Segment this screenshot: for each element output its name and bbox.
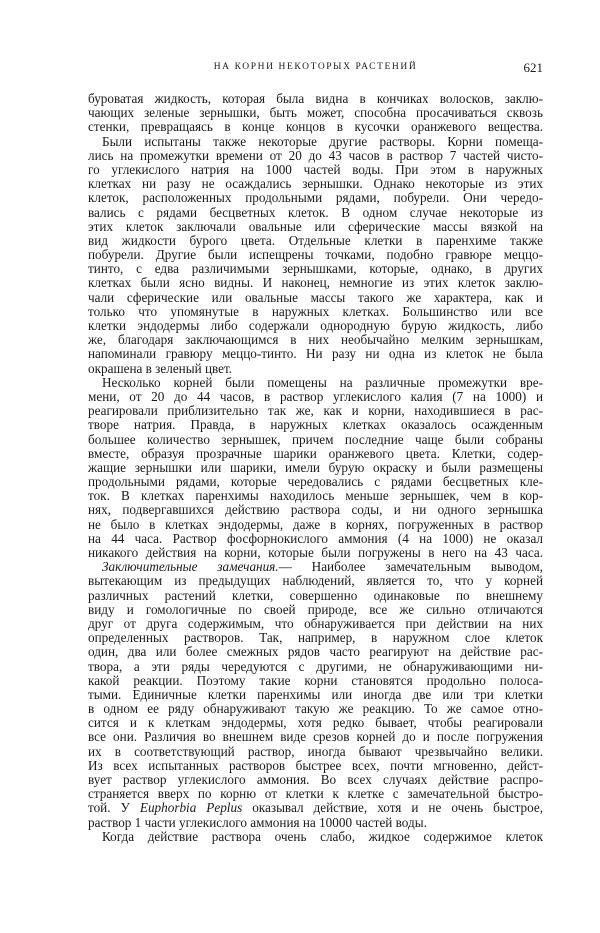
line-text: нях, подвергавшихся действию раствора соды, и ни одного зернышка: [88, 502, 543, 518]
text-line: [88, 674, 543, 688]
line-text: клетки эндодермы либо содержали однородную бурую жидкость, либо: [88, 318, 543, 333]
line-text: оказывал действие, хотя и не очень быстрое,: [242, 800, 544, 816]
line-text: клеток, расположенных продольными рядами, побурели. Они чередо-: [88, 190, 543, 206]
line-text: же, благодаря заключающимся в них необычайно мелким зернышкам,: [88, 332, 543, 348]
line-text: не было в клетках эндодермы, даже в корнях, погруженных в раствор: [88, 516, 543, 532]
text-line: [88, 730, 543, 744]
line-text: напоминали гравюру меццо-тинто. Ни разу ни одна из клеток не была: [88, 346, 543, 362]
text-line: [88, 120, 543, 134]
line-text: только что упомянутые в наружных клетках. Большинство или все: [88, 303, 543, 319]
text-line: [88, 787, 543, 801]
line-text: реагировали приблизительно так же, как и корни, находившиеся в рас-: [88, 403, 543, 419]
italic-text: Euphorbia Peplus: [139, 800, 243, 816]
text-line: [88, 291, 543, 305]
page-header: [88, 60, 543, 76]
line-text: какой реакции. Поэтому такие корни становятся продольно полоса-: [88, 672, 543, 688]
line-text: сится и к клеткам эндодермы, хотя редко бывает, чтобы реагировали: [88, 715, 543, 731]
text-line: [88, 816, 543, 830]
text-line: [88, 106, 543, 120]
text-line: [88, 376, 543, 390]
text-line: [88, 589, 543, 603]
line-text: на 44 часа. Раствор фосфорнокислого аммония (4 на 1000) не оказал: [88, 530, 543, 546]
text-line: [88, 603, 543, 617]
line-text: вытекающим из предыдущих наблюдений, является то, что у корней: [88, 573, 543, 589]
text-line: [88, 518, 543, 532]
line-text: той. У: [88, 800, 140, 816]
text-line: [88, 447, 543, 461]
line-text: клетках были ясно видны. И наконец, немногие из этих клеток заклю-: [88, 275, 543, 291]
line-text: вместе, образуя прозрачные шарики оранжевого цвета. Клетки, содер-: [88, 445, 543, 461]
text-line: [88, 362, 543, 376]
line-text: го углекислого натрия на 1000 частей воды. При этом в наружных: [88, 161, 543, 177]
text-line: [88, 716, 543, 730]
line-text: различных растений клетки, совершенно одинаковые по внешнему: [88, 587, 543, 603]
text-line: [88, 660, 543, 674]
text-line: [88, 220, 543, 234]
text-line: [88, 645, 543, 659]
line-text: Несколько корней были помещены на различные промежутки вре-: [102, 374, 543, 390]
line-text: страняется вверх по корню от клетки к клетке с замечательной быстро-: [88, 786, 543, 802]
text-line: [88, 546, 543, 560]
text-line: [88, 177, 543, 191]
text-line: [88, 503, 543, 517]
line-text: никакого действия на корни, которые были погружены в него на 43 часа.: [88, 545, 543, 560]
line-text: лись на промежутки времени от 20 до 43 часов в раствор 7 частей чисто-: [88, 147, 543, 163]
line-text: буроватая жидкость, которая была видна в кончиках волосков, заклю-: [88, 91, 543, 106]
text-line: [88, 574, 543, 588]
line-text: вид жидкости бурого цвета. Отдельные клетки в паренхиме также: [88, 232, 543, 248]
line-text: один, два или более смежных рядов часто реагируют на действие рас-: [88, 644, 543, 660]
line-text: ток. В клетках паренхимы находилось меньше зернышек, чем в кор-: [88, 488, 543, 504]
line-text: — Наиболее замечательным выводом,: [278, 559, 543, 575]
text-line: [88, 404, 543, 418]
line-text: все они. Различия во внешнем виде срезов корней до и после погружения: [88, 729, 543, 745]
line-text: Из всех испытанных растворов быстрее всех, почти мгновенно, дейст-: [88, 757, 543, 773]
line-text: стенки, превращаясь в конце концов в кусочки оранжевого вещества.: [88, 119, 543, 135]
text-line: [88, 532, 543, 546]
text-line: [88, 433, 543, 447]
text-line: [88, 248, 543, 262]
line-text: их в соответствующий раствор, иногда бывают чрезвычайно велики.: [88, 743, 543, 759]
line-text: этих клеток заключали овальные или сферические массы вязкой на: [88, 218, 543, 234]
text-line: [88, 149, 543, 163]
text-line: [88, 801, 543, 815]
text-line: [88, 560, 543, 574]
line-text: тинто, с едва различимыми зернышками, которые, однако, в других: [88, 261, 543, 277]
text-line: [88, 418, 543, 432]
text-line: [88, 319, 543, 333]
line-text: в одном ее ряду обнаруживают такую же реакцию. То же самое отно-: [88, 701, 543, 717]
text-line: [88, 830, 543, 844]
text-line: [88, 688, 543, 702]
page-number: 621: [523, 60, 543, 75]
text-line: [88, 631, 543, 645]
text-line: [88, 333, 543, 347]
line-text: чающих зеленые зернышки, быть может, способна просачиваться сквозь: [88, 105, 543, 121]
text-line: [88, 163, 543, 177]
body-text: [88, 92, 543, 844]
text-line: [88, 745, 543, 759]
text-line: [88, 617, 543, 631]
line-text: друг от друга содержимым, что обнаруживается при действии на них: [88, 615, 543, 631]
text-line: [88, 305, 543, 319]
line-text: Когда действие раствора очень слабо, жидкое содержимое клеток: [102, 828, 543, 844]
line-text: продольными рядами, которые чередовались с рядами бесцветных кле-: [88, 474, 543, 490]
text-line: [88, 489, 543, 503]
text-line: [88, 347, 543, 361]
text-line: [88, 135, 543, 149]
text-line: [88, 191, 543, 205]
line-text: жащие зернышки или шарики, имели бурую окраску и были размещены: [88, 459, 543, 475]
line-text: чали сферические или овальные массы такого же характера, как и: [88, 289, 543, 305]
text-line: [88, 262, 543, 276]
text-line: [88, 206, 543, 220]
italic-text: Заключительные замечания.: [102, 559, 279, 575]
text-line: [88, 759, 543, 773]
line-text: окрашена в зеленый цвет.: [88, 360, 233, 376]
line-text: твора, а эти ряды чередуются с другими, не обнаруживающими ни-: [88, 658, 543, 674]
line-text: Были испытаны также некоторые другие растворы. Корни помеща-: [102, 133, 543, 149]
text-line: [88, 475, 543, 489]
line-text: мени, от 20 до 44 часов, в раствор углекислого калия (7 на 1000) и: [88, 388, 543, 404]
line-text: определенных растворов. Так, например, в наружном слое клеток: [88, 630, 543, 646]
line-text: раствор 1 части углекислого аммония на 10000 частей воды.: [88, 814, 427, 830]
line-text: вались с рядами бесцветных клеток. В одном случае некоторые из: [88, 204, 543, 220]
text-line: [88, 92, 543, 106]
line-text: виду и гомологичные по своей природе, все же сильно отличаются: [88, 601, 543, 617]
line-text: клетках ни разу не осаждались зернышки. Однако некоторые из этих: [88, 176, 543, 192]
line-text: творе натрия. Правда, в наружных клетках оказалось осажденным: [88, 417, 543, 433]
text-line: [88, 461, 543, 475]
text-line: [88, 773, 543, 787]
line-text: большее количество зернышек, причем последние чаще были собраны: [88, 431, 543, 447]
line-text: побурели. Другие были испещрены точками, подобно гравюре меццо-: [88, 247, 543, 263]
running-title: НА КОРНИ НЕКОТОРЫХ РАСТЕНИЙ: [213, 62, 418, 72]
text-line: [88, 702, 543, 716]
line-text: тыми. Единичные клетки паренхимы или иногда две или три клетки: [88, 686, 543, 702]
text-line: [88, 234, 543, 248]
text-line: [88, 276, 543, 290]
text-line: [88, 390, 543, 404]
line-text: вует раствор углекислого аммония. Во всех случаях действие распро-: [88, 772, 543, 787]
